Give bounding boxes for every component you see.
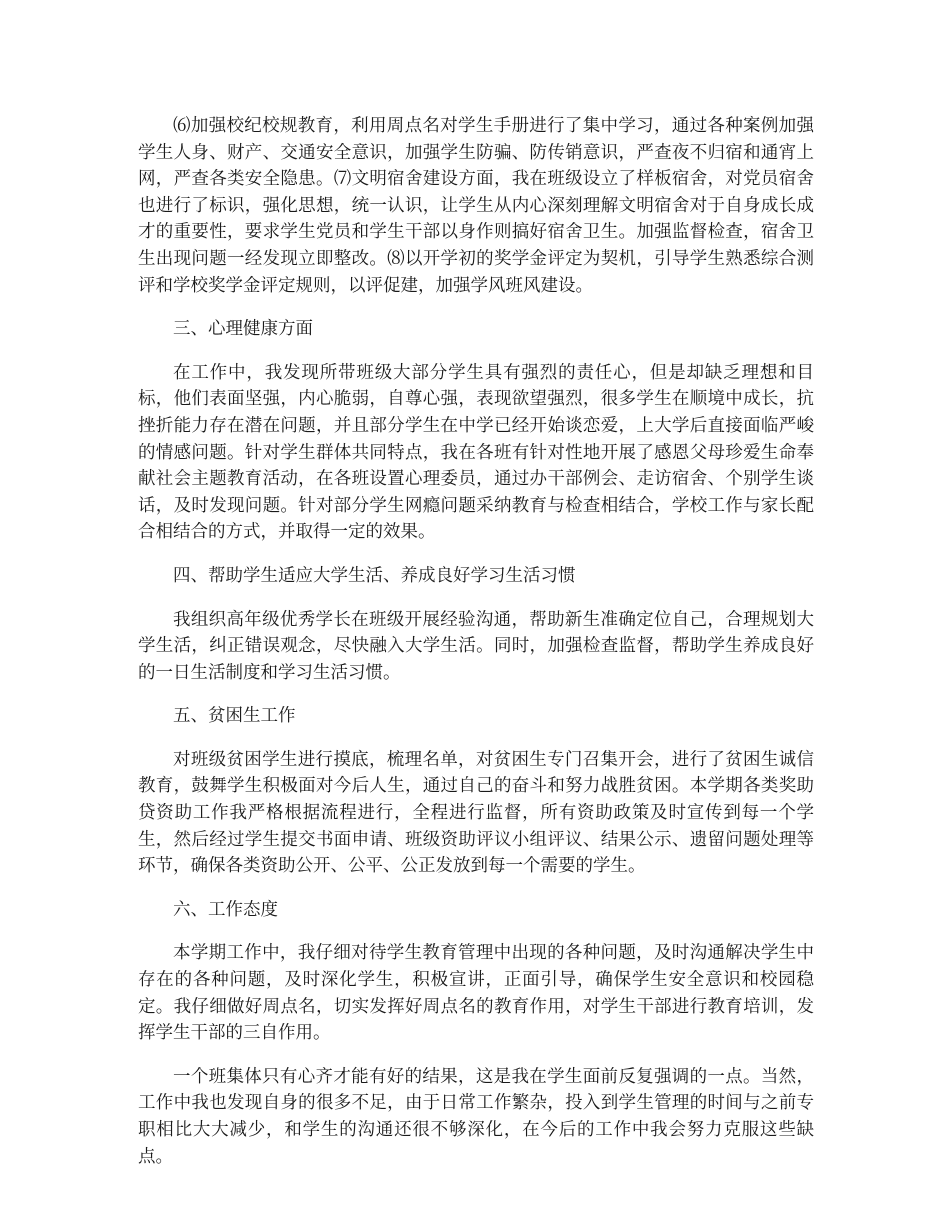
document-body [138, 113, 814, 1170]
paragraph-poor-students: 对班级贫困学生进行摸底，梳理名单，对贫困生专门召集开会，进行了贫困生诚信教育，鼓舞学生积极面对今后人生，通过自己的奋斗和努力战胜贫困。本学期各类奖助贷资助工作我严格根据流程进行，全程进行监督，所有资助政策及时宣传到每一个学生，然后经过学生提交书面申请、班级资助评议小组评议、结果公示、遗留问题处理等环节，确保各类资助公开、公平、公正发放到每一个需要的学生。 [138, 749, 814, 877]
paragraph-gap [138, 1047, 814, 1064]
paragraph-gap [138, 880, 814, 897]
paragraph-gap [138, 343, 814, 360]
section-heading-work-attitude: 六、工作态度 [173, 899, 278, 920]
section-heading-mental-health: 三、心理健康方面 [173, 319, 313, 340]
paragraph-gap [138, 590, 814, 607]
paragraph-conclusion: 一个班集体只有心齐才能有好的结果，这是我在学生面前反复强调的一点。当然，工作中我也发现自身的很多不足，由于日常工作繁杂，投入到学生管理的时间与之前专职相比大大减少，和学生的沟通还很不够深化，在今后的工作中我会努力克服这些缺点。 [138, 1066, 814, 1167]
paragraph-gap [138, 299, 814, 316]
section-heading-adaptation: 四、帮助学生适应大学生活、养成良好学习生活习惯 [173, 565, 576, 586]
paragraph-gap [138, 730, 814, 747]
paragraph-discipline-dormitory-scholarship: ⑹加强校纪校规教育，利用周点名对学生手册进行了集中学习，通过各种案例加强学生人身、财产、交通安全意识，加强学生防骗、防传销意识，严查夜不归宿和通宵上网，严查各类安全隐患。⑺文明宿舍建设方面，我在班级设立了样板宿舍，对党员宿舍也进行了标识，强化思想，统一认识，让学生从内心深刻理解文明宿舍对于自身成长成才的重要性，要求学生党员和学生干部以身作则搞好宿舍卫生。加强监督检查，宿舍卫生出现问题一经发现立即整改。⑻以开学初的奖学金评定为契机，引导学生熟悉综合测评和学校奖学金评定规则，以评促建，加强学风班风建设。 [138, 116, 814, 296]
paragraph-mental-health: 在工作中，我发现所带班级大部分学生具有强烈的责任心，但是却缺乏理想和目标，他们表面坚强，内心脆弱，自尊心强，表现欲望强烈，很多学生在顺境中成长，抗挫折能力存在潜在问题，并且部分学生在中学已经开始谈恋爱，上大学后直接面临严峻的情感问题。针对学生群体共同特点，我在各班有针对性地开展了感恩父母珍爱生命奉献社会主题教育活动，在各班设置心理委员，通过办干部例会、走访宿舍、个别学生谈话，及时发现问题。针对部分学生网瘾问题采纳教育与检查相结合，学校工作与家长配合相结合的方式，并取得一定的效果。 [138, 362, 814, 543]
section-heading-poor-students: 五、贫困生工作 [173, 706, 296, 727]
paragraph-gap [138, 546, 814, 563]
paragraph-work-attitude: 本学期工作中，我仔细对待学生教育管理中出现的各种问题，及时沟通解决学生中存在的各种问题，及时深化学生，积极宣讲，正面引导，确保学生安全意识和校园稳定。我仔细做好周点名，切实发挥好周点名的教育作用，对学生干部进行教育培训，发挥学生干部的三自作用。 [138, 943, 814, 1044]
paragraph-gap [138, 686, 814, 703]
paragraph-gap [138, 923, 814, 940]
paragraph-adaptation: 我组织高年级优秀学长在班级开展经验沟通，帮助新生准确定位自己，合理规划大学生活，纠正错误观念，尽快融入大学生活。同时，加强检查监督，帮助学生养成良好的一日生活制度和学习生活习惯。 [138, 609, 814, 683]
